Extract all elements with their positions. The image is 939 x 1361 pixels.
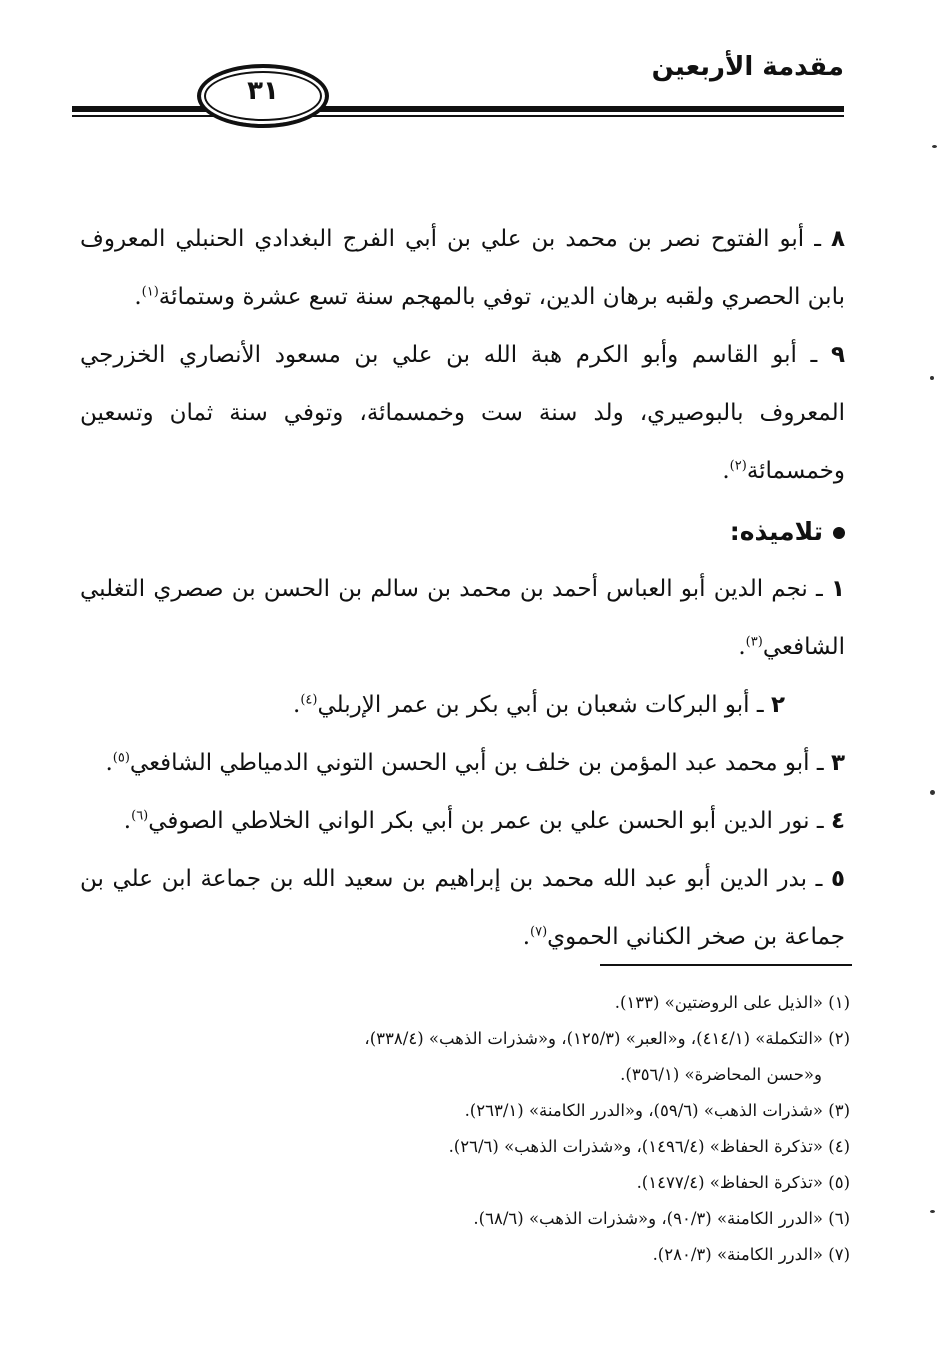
footnote: (٣) «شذرات الذهب» (٥٩/٦)، و«الدرر الكامنة» (٢٦٣/١).: [464, 1101, 850, 1120]
scan-speck: [932, 145, 937, 148]
item-text: أبو محمد عبد المؤمن بن خلف بن أبي الحسن التوني الدمياطي الشافعي: [129, 750, 810, 776]
list-item: ١ ـ نجم الدين أبو العباس أحمد بن محمد بن سالم بن الحسن بن صصري التغلبي الشافعي$^{(٣)}$.: [80, 576, 845, 660]
item-number: ٢: [770, 692, 785, 718]
scan-speck: [930, 1210, 935, 1213]
item-number: ٥: [830, 866, 845, 892]
item-end: .: [738, 634, 746, 660]
item-text: بدر الدين أبو عبد الله محمد بن إبراهيم بن سعيد الله بن جماعة ابن علي بن جماعة بن صخر الكناني الحموي: [80, 866, 845, 950]
list-item: ٣ ـ أبو محمد عبد المؤمن بن خلف بن أبي الحسن التوني الدمياطي الشافعي$^{(٥)}$.: [105, 750, 845, 776]
footnote: (٢) «التكملة» (٤١٤/١)، و«العبر» (١٢٥/٣)، و«شذرات الذهب» (٣٣٨/٤)،: [364, 1029, 850, 1048]
footnote-ref: (٦): [131, 808, 149, 824]
item-end: .: [722, 458, 730, 484]
item-end: .: [134, 284, 142, 310]
footnote: (٦) «الدرر الكامنة» (٩٠/٣)، و«شذرات الذهب» (٦٨/٦).: [473, 1209, 850, 1228]
item-number: ٨: [830, 226, 845, 252]
header-rule: [72, 106, 844, 112]
section-heading: [80, 504, 845, 560]
item-end: .: [293, 692, 301, 718]
footnote: (١) «الذيل على الروضتين» (١٣٣).: [614, 993, 850, 1012]
item-end: .: [105, 750, 113, 776]
list-item: ٤ ـ نور الدين أبو الحسن علي بن عمر بن أبي بكر الواني الخلاطي الصوفي$^{(٦)}$.: [123, 808, 845, 834]
footnote-ref: (٧): [530, 924, 548, 940]
page-number-badge: [197, 64, 329, 128]
item-number: ٤: [830, 808, 845, 834]
item-number: ٣: [830, 750, 845, 776]
footnote: (٤) «تذكرة الحفاظ» (١٤٩٦/٤)، و«شذرات الذهب» (٢٦/٦).: [448, 1137, 850, 1156]
header-rule-thin: [72, 115, 844, 117]
footnote: (٧) «الدرر الكامنة» (٢٨٠/٣).: [652, 1245, 850, 1264]
heading-text: تلاميذه:: [729, 517, 823, 546]
item-text: نور الدين أبو الحسن علي بن عمر بن أبي بكر الواني الخلاطي الصوفي: [148, 808, 810, 834]
footnote-ref: (٣): [745, 634, 763, 650]
footnote-ref: (٤): [300, 692, 318, 708]
item-end: .: [123, 808, 132, 834]
list-item: ٩ ـ أبو القاسم وأبو الكرم هبة الله بن علي بن مسعود الأنصاري الخزرجي المعروف بالبوصيري، ولد سنة ست وخمسمائة، وتوفي سنة ثمان وتسعين وخمسمائة$^{(٢)}$.: [80, 342, 845, 484]
footnote-separator: [600, 964, 852, 966]
item-text: أبو البركات شعبان بن أبي بكر بن عمر الإربلي: [317, 692, 750, 718]
list-item: ٢ ـ أبو البركات شعبان بن أبي بكر بن عمر الإربلي$^{(٤)}$.: [293, 692, 785, 718]
scan-speck: [930, 790, 935, 795]
footnote-ref: (٢): [729, 458, 747, 474]
page-number: ٣١: [247, 76, 279, 106]
footnote-ref: (١): [141, 284, 159, 300]
item-number: ٩: [830, 342, 845, 368]
footnotes: [80, 985, 850, 1273]
item-text: أبو الفتوح نصر بن محمد بن علي بن أبي الفرج البغدادي الحنبلي المعروف بابن الحصري ولقبه برهان الدين، توفي بالمهجم سنة تسع عشرة وستمائة: [80, 226, 845, 310]
item-text: نجم الدين أبو العباس أحمد بن محمد بن سالم بن الحسن بن صصري التغلبي الشافعي: [80, 576, 845, 660]
scan-speck: [930, 376, 934, 380]
running-title: مقدمة الأربعين: [651, 52, 844, 82]
footnote-continuation: و«حسن المحاضرة» (٣٥٦/١).: [620, 1065, 822, 1084]
item-text: أبو القاسم وأبو الكرم هبة الله بن علي بن مسعود الأنصاري الخزرجي المعروف بالبوصيري، ولد سنة ست وخمسمائة، وتوفي سنة ثمان وتسعين وخمسمائة: [80, 342, 845, 484]
item-number: ١: [830, 576, 845, 602]
item-end: .: [522, 924, 531, 950]
bullet-icon: [833, 527, 845, 539]
list-item: ٨ ـ أبو الفتوح نصر بن محمد بن علي بن أبي الفرج البغدادي الحنبلي المعروف بابن الحصري ولقبه برهان الدين، توفي بالمهجم سنة تسع عشرة وستمائة$^{(١)}$.: [80, 226, 845, 310]
footnote: (٥) «تذكرة الحفاظ» (١٤٧٧/٤).: [636, 1173, 850, 1192]
footnote-ref: (٥): [112, 750, 130, 766]
main-text: [80, 210, 845, 966]
list-item: ٥ ـ بدر الدين أبو عبد الله محمد بن إبراهيم بن سعيد الله بن جماعة ابن علي بن جماعة بن صخر الكناني الحموي$^{(٧)}$.: [80, 866, 845, 950]
